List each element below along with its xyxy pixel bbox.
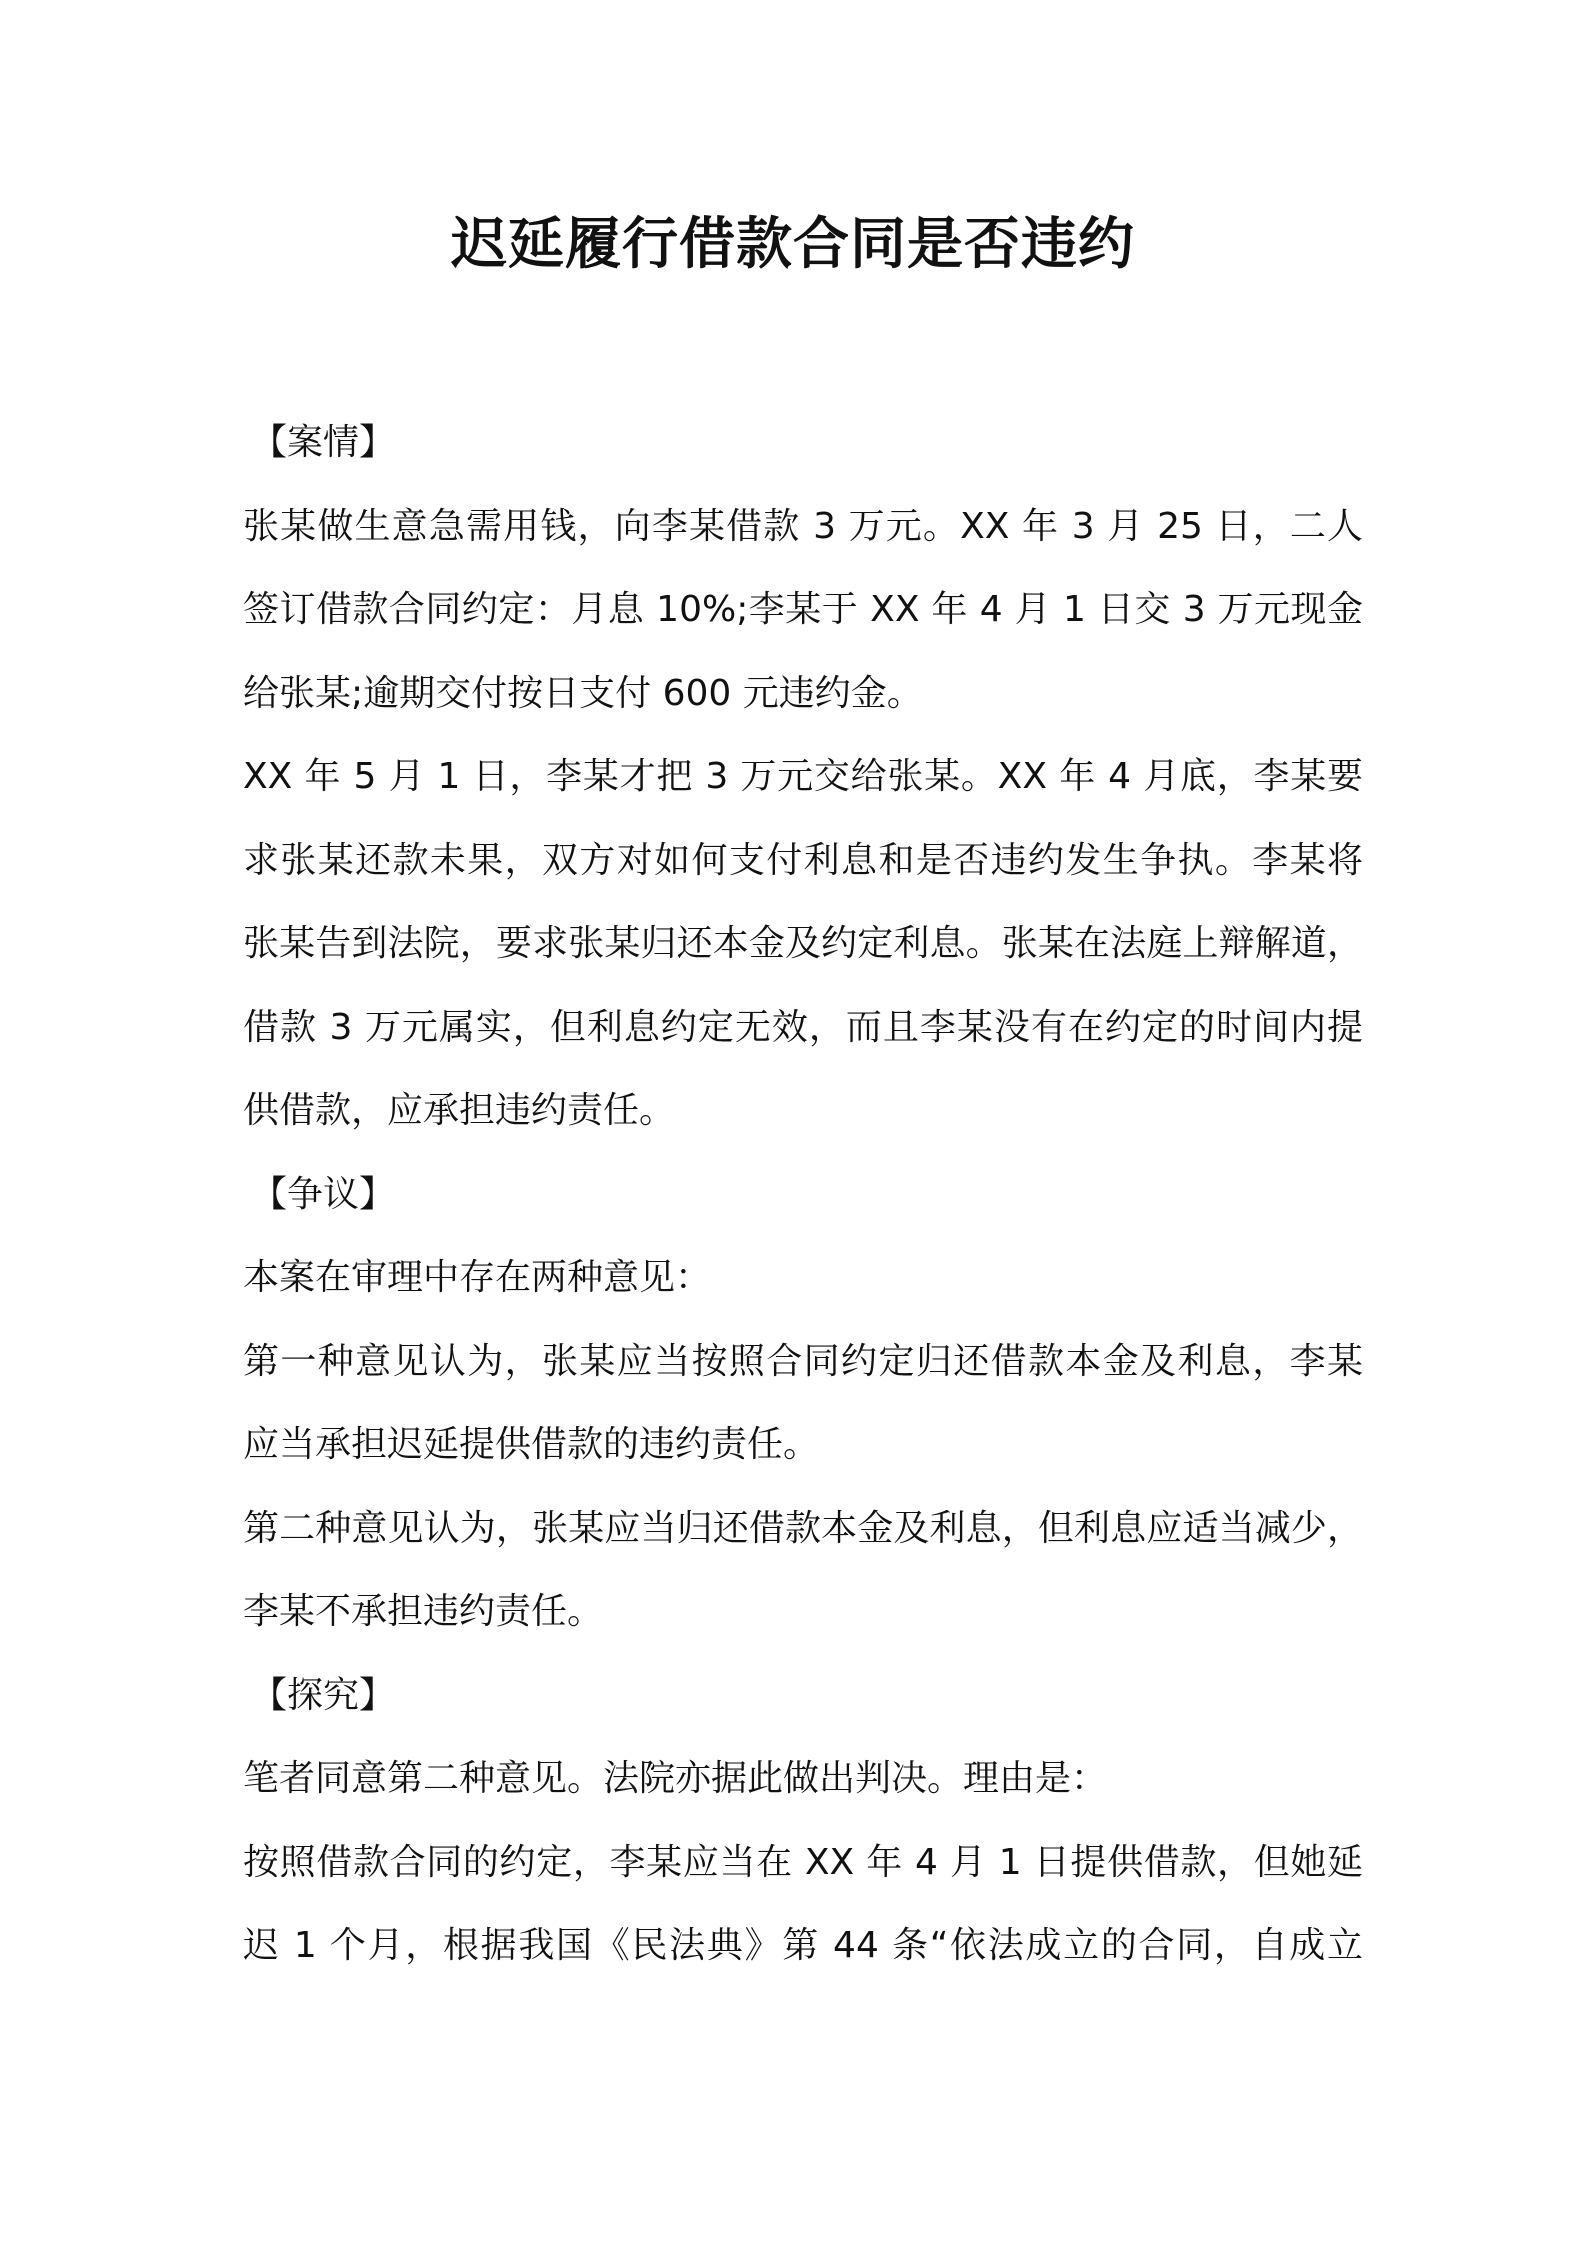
document-title: 迟延履行借款合同是否违约 [451,212,1135,277]
document-body [243,401,1363,1988]
paragraph-line: 笔者同意第二种意见。法院亦据此做出判决。理由是： [243,1758,1108,1799]
paragraph-line: 第一种意见认为，张某应当按照合同约定归还借款本金及利息，李某 [243,1340,1363,1382]
paragraph-line: 签订借款合同约定：月息 10%;李某于 XX 年 4 月 1 日交 3 万元现金 [243,589,1363,630]
paragraph-line: 迟 1 个月，根据我国《民法典》第 44 条“依法成立的合同，自成立 [243,1925,1363,1966]
paragraph-line: 借款 3 万元属实，但利息约定无效，而且李某没有在约定的时间内提 [243,1006,1363,1048]
paragraph-line: 按照借款合同的约定，李某应当在 XX 年 4 月 1 日提供借款，但她延 [243,1841,1363,1883]
paragraph-line: 给张某;逾期交付按日支付 600 元违约金。 [243,672,923,714]
paragraph-line: 张某告到法院，要求张某归还本金及约定利息。张某在法庭上辩解道， [243,923,1363,964]
paragraph-line: 应当承担迟延提供借款的违约责任。 [243,1424,820,1465]
paragraph-line: 求张某还款未果，双方对如何支付利息和是否违约发生争执。李某将 [243,839,1363,881]
paragraph-line: 本案在审理中存在两种意见： [243,1257,712,1298]
section-heading-case: 【案情】 [251,422,396,463]
paragraph-line: 李某不承担违约责任。 [243,1591,604,1632]
section-heading-dispute: 【争议】 [251,1173,396,1215]
paragraph-line: 第二种意见认为，张某应当归还借款本金及利息，但利息应适当减少， [243,1507,1363,1549]
section-heading-analysis: 【探究】 [251,1674,396,1716]
paragraph-line: 张某做生意急需用钱，向李某借款 3 万元。XX 年 3 月 25 日，二人 [243,505,1363,547]
paragraph-line: XX 年 5 月 1 日，李某才把 3 万元交给张某。XX 年 4 月底，李某要 [243,756,1363,797]
paragraph-line: 供借款，应承担违约责任。 [243,1090,676,1131]
